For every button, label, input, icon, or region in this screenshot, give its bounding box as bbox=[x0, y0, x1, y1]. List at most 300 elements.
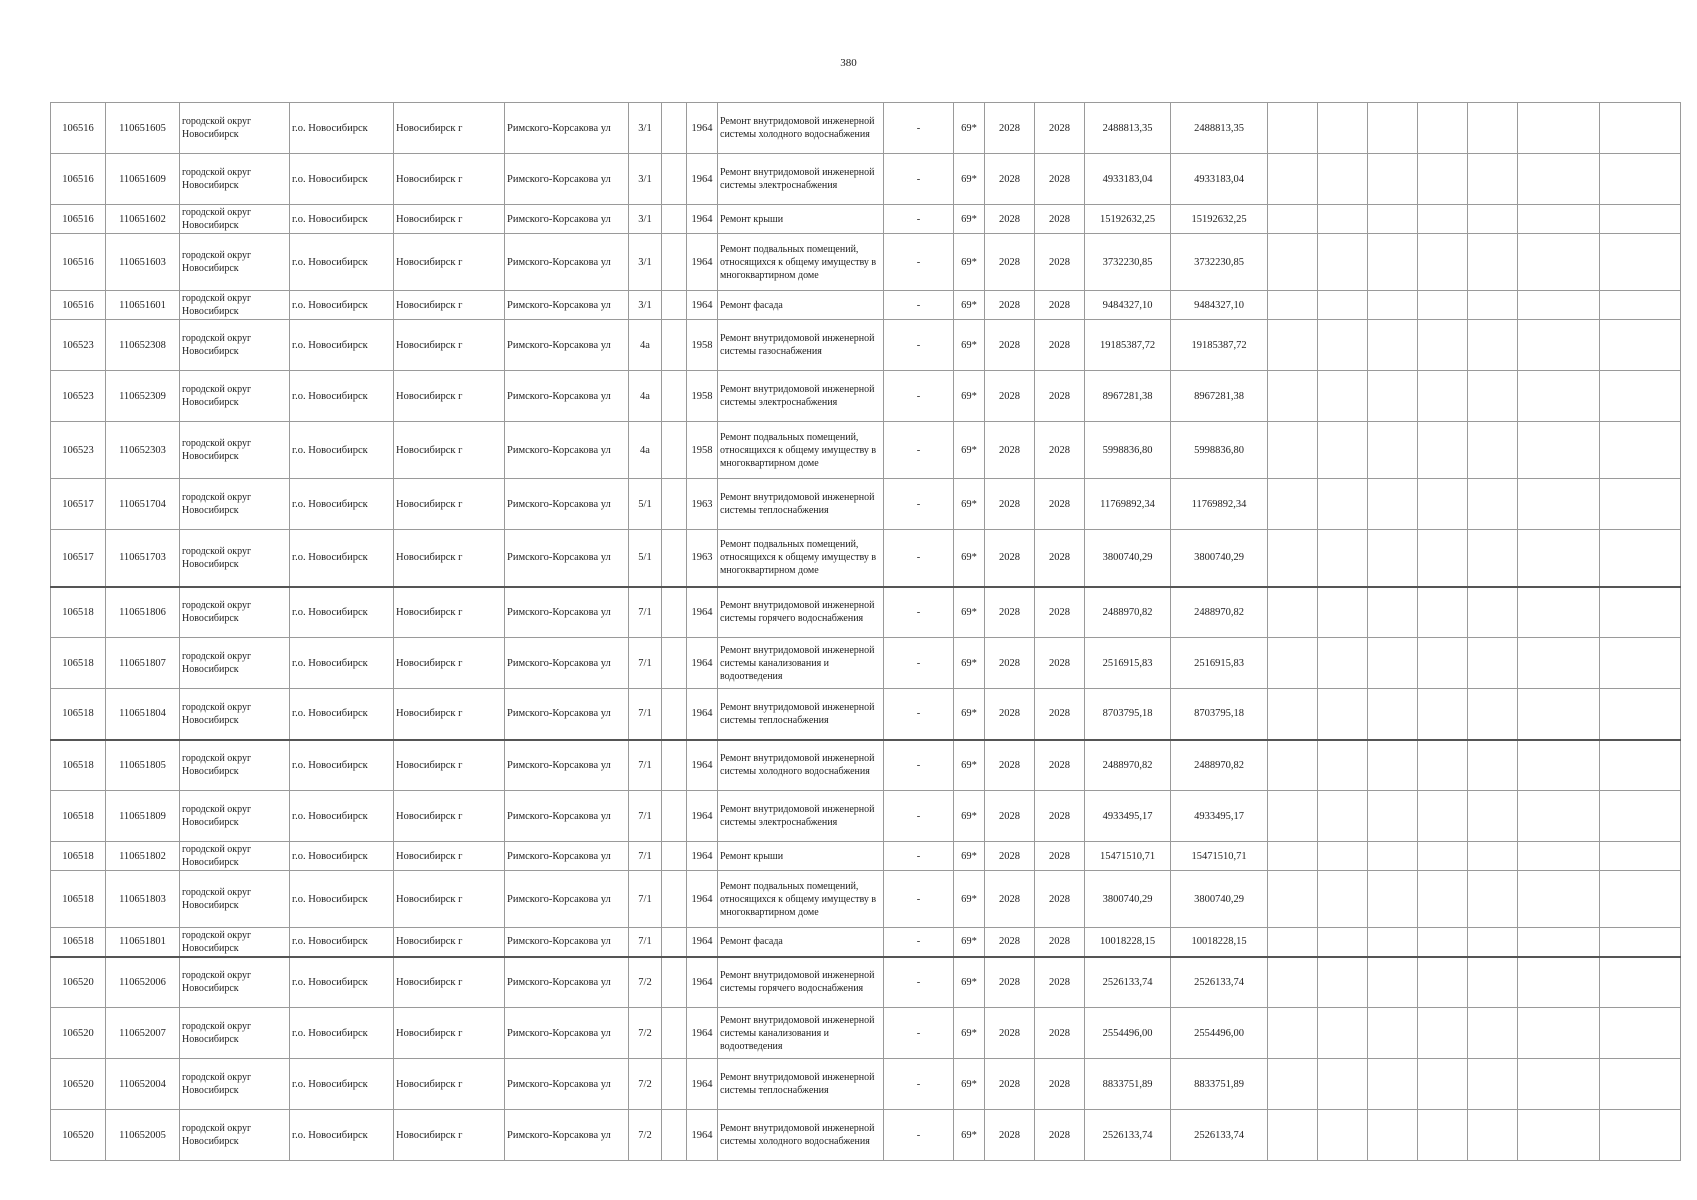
row-empty-cell bbox=[1600, 320, 1681, 371]
row-house: 7/1 bbox=[629, 587, 662, 638]
row-district: г.о. Новосибирск bbox=[290, 1110, 394, 1161]
row-code: 110651806 bbox=[106, 587, 180, 638]
row-district: г.о. Новосибирск bbox=[290, 320, 394, 371]
row-municipality: городской округ Новосибирск bbox=[180, 422, 290, 479]
row-street: Римского-Корсакова ул bbox=[505, 205, 629, 234]
row-wear-percent: 69* bbox=[954, 587, 985, 638]
row-empty-cell bbox=[1318, 842, 1368, 871]
row-district: г.о. Новосибирск bbox=[290, 842, 394, 871]
row-empty-cell bbox=[1368, 422, 1418, 479]
row-empty-cell bbox=[1318, 422, 1368, 479]
row-empty-cell bbox=[1468, 791, 1518, 842]
row-empty-cell bbox=[1268, 291, 1318, 320]
row-municipality: городской округ Новосибирск bbox=[180, 291, 290, 320]
row-empty-cell bbox=[1318, 103, 1368, 154]
row-cost-fund: 2554496,00 bbox=[1171, 1008, 1268, 1059]
row-house: 5/1 bbox=[629, 530, 662, 587]
row-cost-total: 19185387,72 bbox=[1085, 320, 1171, 371]
row-code: 110651809 bbox=[106, 791, 180, 842]
row-code: 110651605 bbox=[106, 103, 180, 154]
row-empty-cell bbox=[1268, 638, 1318, 689]
row-wear-percent: 69* bbox=[954, 320, 985, 371]
row-cost-fund: 15471510,71 bbox=[1171, 842, 1268, 871]
row-year-start: 2028 bbox=[985, 957, 1035, 1008]
row-year-end: 2028 bbox=[1035, 205, 1085, 234]
row-id: 106518 bbox=[51, 871, 106, 928]
row-wear-percent: 69* bbox=[954, 842, 985, 871]
row-building bbox=[662, 1110, 687, 1161]
row-street: Римского-Корсакова ул bbox=[505, 320, 629, 371]
row-year-start: 2028 bbox=[985, 291, 1035, 320]
row-district: г.о. Новосибирск bbox=[290, 740, 394, 791]
row-year-end: 2028 bbox=[1035, 740, 1085, 791]
row-empty-cell bbox=[1418, 587, 1468, 638]
row-empty-cell bbox=[1418, 371, 1468, 422]
table-row bbox=[51, 638, 1681, 689]
row-street: Римского-Корсакова ул bbox=[505, 928, 629, 957]
row-empty-cell bbox=[1600, 1008, 1681, 1059]
row-dash: - bbox=[884, 422, 954, 479]
row-empty-cell bbox=[1368, 205, 1418, 234]
row-dash: - bbox=[884, 530, 954, 587]
row-empty-cell bbox=[1468, 291, 1518, 320]
row-dash: - bbox=[884, 740, 954, 791]
row-empty-cell bbox=[1518, 587, 1600, 638]
row-municipality: городской округ Новосибирск bbox=[180, 205, 290, 234]
row-year: 1964 bbox=[687, 234, 718, 291]
row-district: г.о. Новосибирск bbox=[290, 1008, 394, 1059]
row-empty-cell bbox=[1318, 154, 1368, 205]
row-wear-percent: 69* bbox=[954, 740, 985, 791]
row-building bbox=[662, 957, 687, 1008]
row-work-type: Ремонт внутридомовой инженерной системы горячего водоснабжения bbox=[718, 957, 884, 1008]
row-wear-percent: 69* bbox=[954, 530, 985, 587]
row-city: Новосибирск г bbox=[394, 291, 505, 320]
row-wear-percent: 69* bbox=[954, 371, 985, 422]
row-city: Новосибирск г bbox=[394, 422, 505, 479]
row-dash: - bbox=[884, 205, 954, 234]
row-empty-cell bbox=[1318, 479, 1368, 530]
row-empty-cell bbox=[1318, 1059, 1368, 1110]
row-municipality: городской округ Новосибирск bbox=[180, 587, 290, 638]
table-row bbox=[51, 479, 1681, 530]
row-city: Новосибирск г bbox=[394, 234, 505, 291]
row-work-type: Ремонт крыши bbox=[718, 842, 884, 871]
row-building bbox=[662, 689, 687, 740]
row-id: 106520 bbox=[51, 1110, 106, 1161]
table-row bbox=[51, 842, 1681, 871]
row-wear-percent: 69* bbox=[954, 689, 985, 740]
row-empty-cell bbox=[1368, 371, 1418, 422]
row-building bbox=[662, 479, 687, 530]
row-code: 110651603 bbox=[106, 234, 180, 291]
row-empty-cell bbox=[1418, 791, 1468, 842]
row-empty-cell bbox=[1418, 103, 1468, 154]
row-work-type: Ремонт внутридомовой инженерной системы теплоснабжения bbox=[718, 1059, 884, 1110]
row-cost-total: 5998836,80 bbox=[1085, 422, 1171, 479]
row-empty-cell bbox=[1468, 1110, 1518, 1161]
row-id: 106516 bbox=[51, 234, 106, 291]
row-building bbox=[662, 422, 687, 479]
row-house: 7/1 bbox=[629, 791, 662, 842]
row-empty-cell bbox=[1268, 205, 1318, 234]
row-dash: - bbox=[884, 1008, 954, 1059]
row-dash: - bbox=[884, 791, 954, 842]
row-city: Новосибирск г bbox=[394, 154, 505, 205]
row-cost-total: 15192632,25 bbox=[1085, 205, 1171, 234]
table-row bbox=[51, 587, 1681, 638]
row-city: Новосибирск г bbox=[394, 587, 505, 638]
row-house: 7/1 bbox=[629, 740, 662, 791]
row-cost-fund: 5998836,80 bbox=[1171, 422, 1268, 479]
row-cost-fund: 2488813,35 bbox=[1171, 103, 1268, 154]
row-municipality: городской округ Новосибирск bbox=[180, 530, 290, 587]
row-code: 110651803 bbox=[106, 871, 180, 928]
row-empty-cell bbox=[1368, 1008, 1418, 1059]
row-empty-cell bbox=[1468, 587, 1518, 638]
row-id: 106518 bbox=[51, 791, 106, 842]
row-code: 110652303 bbox=[106, 422, 180, 479]
row-street: Римского-Корсакова ул bbox=[505, 791, 629, 842]
row-work-type: Ремонт внутридомовой инженерной системы теплоснабжения bbox=[718, 479, 884, 530]
row-street: Римского-Корсакова ул bbox=[505, 103, 629, 154]
row-cost-fund: 11769892,34 bbox=[1171, 479, 1268, 530]
row-empty-cell bbox=[1418, 291, 1468, 320]
row-code: 110651804 bbox=[106, 689, 180, 740]
row-municipality: городской округ Новосибирск bbox=[180, 957, 290, 1008]
row-empty-cell bbox=[1600, 103, 1681, 154]
row-work-type: Ремонт внутридомовой инженерной системы электроснабжения bbox=[718, 371, 884, 422]
row-empty-cell bbox=[1318, 791, 1368, 842]
row-empty-cell bbox=[1418, 320, 1468, 371]
row-dash: - bbox=[884, 1059, 954, 1110]
row-dash: - bbox=[884, 291, 954, 320]
table-row bbox=[51, 320, 1681, 371]
row-municipality: городской округ Новосибирск bbox=[180, 740, 290, 791]
row-cost-fund: 2488970,82 bbox=[1171, 587, 1268, 638]
row-empty-cell bbox=[1418, 842, 1468, 871]
row-house: 7/2 bbox=[629, 957, 662, 1008]
row-year-start: 2028 bbox=[985, 689, 1035, 740]
row-empty-cell bbox=[1518, 871, 1600, 928]
row-work-type: Ремонт подвальных помещений, относящихся к общему имуществу в многоквартирном доме bbox=[718, 871, 884, 928]
row-municipality: городской округ Новосибирск bbox=[180, 479, 290, 530]
row-empty-cell bbox=[1518, 234, 1600, 291]
row-year: 1964 bbox=[687, 103, 718, 154]
row-year-start: 2028 bbox=[985, 234, 1035, 291]
row-dash: - bbox=[884, 154, 954, 205]
row-id: 106516 bbox=[51, 154, 106, 205]
row-empty-cell bbox=[1318, 587, 1368, 638]
row-work-type: Ремонт внутридомовой инженерной системы холодного водоснабжения bbox=[718, 1110, 884, 1161]
row-year-start: 2028 bbox=[985, 740, 1035, 791]
row-year-start: 2028 bbox=[985, 103, 1035, 154]
row-empty-cell bbox=[1518, 154, 1600, 205]
row-empty-cell bbox=[1268, 871, 1318, 928]
capital-repair-table bbox=[50, 102, 1681, 1161]
row-empty-cell bbox=[1368, 291, 1418, 320]
row-district: г.о. Новосибирск bbox=[290, 234, 394, 291]
table-row bbox=[51, 103, 1681, 154]
row-cost-fund: 9484327,10 bbox=[1171, 291, 1268, 320]
row-cost-fund: 8967281,38 bbox=[1171, 371, 1268, 422]
row-wear-percent: 69* bbox=[954, 871, 985, 928]
row-house: 7/2 bbox=[629, 1110, 662, 1161]
row-cost-total: 8967281,38 bbox=[1085, 371, 1171, 422]
row-building bbox=[662, 154, 687, 205]
row-work-type: Ремонт подвальных помещений, относящихся к общему имуществу в многоквартирном доме bbox=[718, 530, 884, 587]
row-cost-total: 3800740,29 bbox=[1085, 871, 1171, 928]
row-municipality: городской округ Новосибирск bbox=[180, 154, 290, 205]
row-year-start: 2028 bbox=[985, 320, 1035, 371]
row-id: 106518 bbox=[51, 587, 106, 638]
row-year: 1958 bbox=[687, 422, 718, 479]
row-year: 1964 bbox=[687, 638, 718, 689]
row-empty-cell bbox=[1600, 154, 1681, 205]
row-work-type: Ремонт внутридомовой инженерной системы электроснабжения bbox=[718, 791, 884, 842]
row-dash: - bbox=[884, 928, 954, 957]
row-empty-cell bbox=[1268, 320, 1318, 371]
row-year-start: 2028 bbox=[985, 1008, 1035, 1059]
row-city: Новосибирск г bbox=[394, 740, 505, 791]
row-empty-cell bbox=[1368, 842, 1418, 871]
row-empty-cell bbox=[1368, 154, 1418, 205]
row-work-type: Ремонт внутридомовой инженерной системы горячего водоснабжения bbox=[718, 587, 884, 638]
row-empty-cell bbox=[1468, 154, 1518, 205]
row-wear-percent: 69* bbox=[954, 1110, 985, 1161]
row-cost-total: 2526133,74 bbox=[1085, 957, 1171, 1008]
row-empty-cell bbox=[1468, 479, 1518, 530]
row-district: г.о. Новосибирск bbox=[290, 638, 394, 689]
row-district: г.о. Новосибирск bbox=[290, 1059, 394, 1110]
row-cost-total: 8703795,18 bbox=[1085, 689, 1171, 740]
row-street: Римского-Корсакова ул bbox=[505, 479, 629, 530]
row-building bbox=[662, 291, 687, 320]
row-building bbox=[662, 320, 687, 371]
row-id: 106520 bbox=[51, 1059, 106, 1110]
row-year-start: 2028 bbox=[985, 842, 1035, 871]
row-empty-cell bbox=[1600, 291, 1681, 320]
row-dash: - bbox=[884, 587, 954, 638]
row-code: 110652309 bbox=[106, 371, 180, 422]
row-code: 110652007 bbox=[106, 1008, 180, 1059]
row-building bbox=[662, 791, 687, 842]
table-row bbox=[51, 205, 1681, 234]
row-id: 106516 bbox=[51, 291, 106, 320]
row-city: Новосибирск г bbox=[394, 871, 505, 928]
row-house: 7/2 bbox=[629, 1059, 662, 1110]
row-municipality: городской округ Новосибирск bbox=[180, 234, 290, 291]
row-building bbox=[662, 587, 687, 638]
row-work-type: Ремонт фасада bbox=[718, 928, 884, 957]
row-street: Римского-Корсакова ул bbox=[505, 1059, 629, 1110]
row-id: 106516 bbox=[51, 103, 106, 154]
row-empty-cell bbox=[1600, 587, 1681, 638]
row-empty-cell bbox=[1468, 422, 1518, 479]
row-city: Новосибирск г bbox=[394, 103, 505, 154]
row-wear-percent: 69* bbox=[954, 638, 985, 689]
row-empty-cell bbox=[1318, 740, 1368, 791]
row-municipality: городской округ Новосибирск bbox=[180, 320, 290, 371]
row-municipality: городской округ Новосибирск bbox=[180, 842, 290, 871]
row-year-start: 2028 bbox=[985, 371, 1035, 422]
row-year-start: 2028 bbox=[985, 587, 1035, 638]
row-empty-cell bbox=[1518, 320, 1600, 371]
row-house: 7/1 bbox=[629, 871, 662, 928]
row-city: Новосибирск г bbox=[394, 842, 505, 871]
row-street: Римского-Корсакова ул bbox=[505, 842, 629, 871]
row-cost-total: 3800740,29 bbox=[1085, 530, 1171, 587]
row-cost-total: 2488813,35 bbox=[1085, 103, 1171, 154]
row-city: Новосибирск г bbox=[394, 638, 505, 689]
row-code: 110652004 bbox=[106, 1059, 180, 1110]
row-empty-cell bbox=[1268, 957, 1318, 1008]
row-empty-cell bbox=[1368, 689, 1418, 740]
row-year-end: 2028 bbox=[1035, 1008, 1085, 1059]
row-empty-cell bbox=[1600, 689, 1681, 740]
row-year-end: 2028 bbox=[1035, 1059, 1085, 1110]
row-year: 1964 bbox=[687, 791, 718, 842]
row-empty-cell bbox=[1368, 740, 1418, 791]
row-empty-cell bbox=[1600, 479, 1681, 530]
row-city: Новосибирск г bbox=[394, 320, 505, 371]
row-empty-cell bbox=[1518, 842, 1600, 871]
row-wear-percent: 69* bbox=[954, 957, 985, 1008]
row-empty-cell bbox=[1368, 791, 1418, 842]
row-year: 1964 bbox=[687, 842, 718, 871]
row-empty-cell bbox=[1268, 530, 1318, 587]
row-code: 110651704 bbox=[106, 479, 180, 530]
row-district: г.о. Новосибирск bbox=[290, 103, 394, 154]
row-empty-cell bbox=[1318, 1110, 1368, 1161]
row-empty-cell bbox=[1268, 103, 1318, 154]
row-empty-cell bbox=[1468, 530, 1518, 587]
row-year-end: 2028 bbox=[1035, 154, 1085, 205]
row-year: 1964 bbox=[687, 1008, 718, 1059]
row-street: Римского-Корсакова ул bbox=[505, 234, 629, 291]
row-empty-cell bbox=[1318, 320, 1368, 371]
row-house: 4а bbox=[629, 371, 662, 422]
row-district: г.о. Новосибирск bbox=[290, 587, 394, 638]
row-empty-cell bbox=[1418, 928, 1468, 957]
row-empty-cell bbox=[1518, 479, 1600, 530]
row-building bbox=[662, 638, 687, 689]
row-empty-cell bbox=[1600, 871, 1681, 928]
row-year: 1964 bbox=[687, 957, 718, 1008]
row-house: 7/1 bbox=[629, 842, 662, 871]
row-dash: - bbox=[884, 234, 954, 291]
row-year: 1963 bbox=[687, 530, 718, 587]
row-cost-total: 2488970,82 bbox=[1085, 587, 1171, 638]
row-work-type: Ремонт внутридомовой инженерной системы электроснабжения bbox=[718, 154, 884, 205]
row-cost-total: 10018228,15 bbox=[1085, 928, 1171, 957]
row-empty-cell bbox=[1600, 638, 1681, 689]
row-id: 106523 bbox=[51, 422, 106, 479]
row-work-type: Ремонт внутридомовой инженерной системы канализования и водоотведения bbox=[718, 1008, 884, 1059]
row-year: 1964 bbox=[687, 587, 718, 638]
row-empty-cell bbox=[1468, 234, 1518, 291]
row-empty-cell bbox=[1600, 791, 1681, 842]
row-code: 110652005 bbox=[106, 1110, 180, 1161]
row-cost-fund: 3800740,29 bbox=[1171, 871, 1268, 928]
row-empty-cell bbox=[1518, 957, 1600, 1008]
row-id: 106518 bbox=[51, 740, 106, 791]
row-empty-cell bbox=[1468, 205, 1518, 234]
row-district: г.о. Новосибирск bbox=[290, 530, 394, 587]
row-house: 3/1 bbox=[629, 291, 662, 320]
row-year: 1964 bbox=[687, 1110, 718, 1161]
row-street: Римского-Корсакова ул bbox=[505, 530, 629, 587]
row-building bbox=[662, 103, 687, 154]
row-house: 3/1 bbox=[629, 234, 662, 291]
row-cost-total: 2554496,00 bbox=[1085, 1008, 1171, 1059]
row-dash: - bbox=[884, 842, 954, 871]
row-empty-cell bbox=[1268, 740, 1318, 791]
row-empty-cell bbox=[1518, 205, 1600, 234]
row-work-type: Ремонт внутридомовой инженерной системы теплоснабжения bbox=[718, 689, 884, 740]
row-house: 7/1 bbox=[629, 928, 662, 957]
row-municipality: городской округ Новосибирск bbox=[180, 1008, 290, 1059]
row-empty-cell bbox=[1518, 638, 1600, 689]
row-wear-percent: 69* bbox=[954, 291, 985, 320]
row-city: Новосибирск г bbox=[394, 371, 505, 422]
row-empty-cell bbox=[1518, 791, 1600, 842]
row-cost-total: 15471510,71 bbox=[1085, 842, 1171, 871]
row-city: Новосибирск г bbox=[394, 205, 505, 234]
row-empty-cell bbox=[1518, 103, 1600, 154]
row-municipality: городской округ Новосибирск bbox=[180, 638, 290, 689]
row-year-start: 2028 bbox=[985, 1110, 1035, 1161]
row-year-end: 2028 bbox=[1035, 1110, 1085, 1161]
row-year-start: 2028 bbox=[985, 871, 1035, 928]
row-year-end: 2028 bbox=[1035, 638, 1085, 689]
row-empty-cell bbox=[1518, 740, 1600, 791]
row-year-end: 2028 bbox=[1035, 422, 1085, 479]
row-house: 5/1 bbox=[629, 479, 662, 530]
row-district: г.о. Новосибирск bbox=[290, 791, 394, 842]
table-row bbox=[51, 291, 1681, 320]
row-year-end: 2028 bbox=[1035, 479, 1085, 530]
row-id: 106518 bbox=[51, 638, 106, 689]
row-empty-cell bbox=[1418, 479, 1468, 530]
table-row bbox=[51, 928, 1681, 957]
row-cost-fund: 8833751,89 bbox=[1171, 1059, 1268, 1110]
row-street: Римского-Корсакова ул bbox=[505, 1008, 629, 1059]
row-work-type: Ремонт крыши bbox=[718, 205, 884, 234]
row-building bbox=[662, 928, 687, 957]
row-building bbox=[662, 842, 687, 871]
row-empty-cell bbox=[1268, 928, 1318, 957]
row-year-start: 2028 bbox=[985, 422, 1035, 479]
row-empty-cell bbox=[1418, 689, 1468, 740]
row-municipality: городской округ Новосибирск bbox=[180, 791, 290, 842]
row-dash: - bbox=[884, 320, 954, 371]
row-empty-cell bbox=[1368, 871, 1418, 928]
row-id: 106520 bbox=[51, 957, 106, 1008]
row-year-end: 2028 bbox=[1035, 371, 1085, 422]
row-empty-cell bbox=[1268, 1110, 1318, 1161]
table-row bbox=[51, 154, 1681, 205]
row-building bbox=[662, 530, 687, 587]
row-year-end: 2028 bbox=[1035, 842, 1085, 871]
row-code: 110652308 bbox=[106, 320, 180, 371]
row-municipality: городской округ Новосибирск bbox=[180, 371, 290, 422]
row-district: г.о. Новосибирск bbox=[290, 205, 394, 234]
row-cost-total: 8833751,89 bbox=[1085, 1059, 1171, 1110]
row-cost-fund: 2488970,82 bbox=[1171, 740, 1268, 791]
row-year-end: 2028 bbox=[1035, 234, 1085, 291]
table-row bbox=[51, 1059, 1681, 1110]
